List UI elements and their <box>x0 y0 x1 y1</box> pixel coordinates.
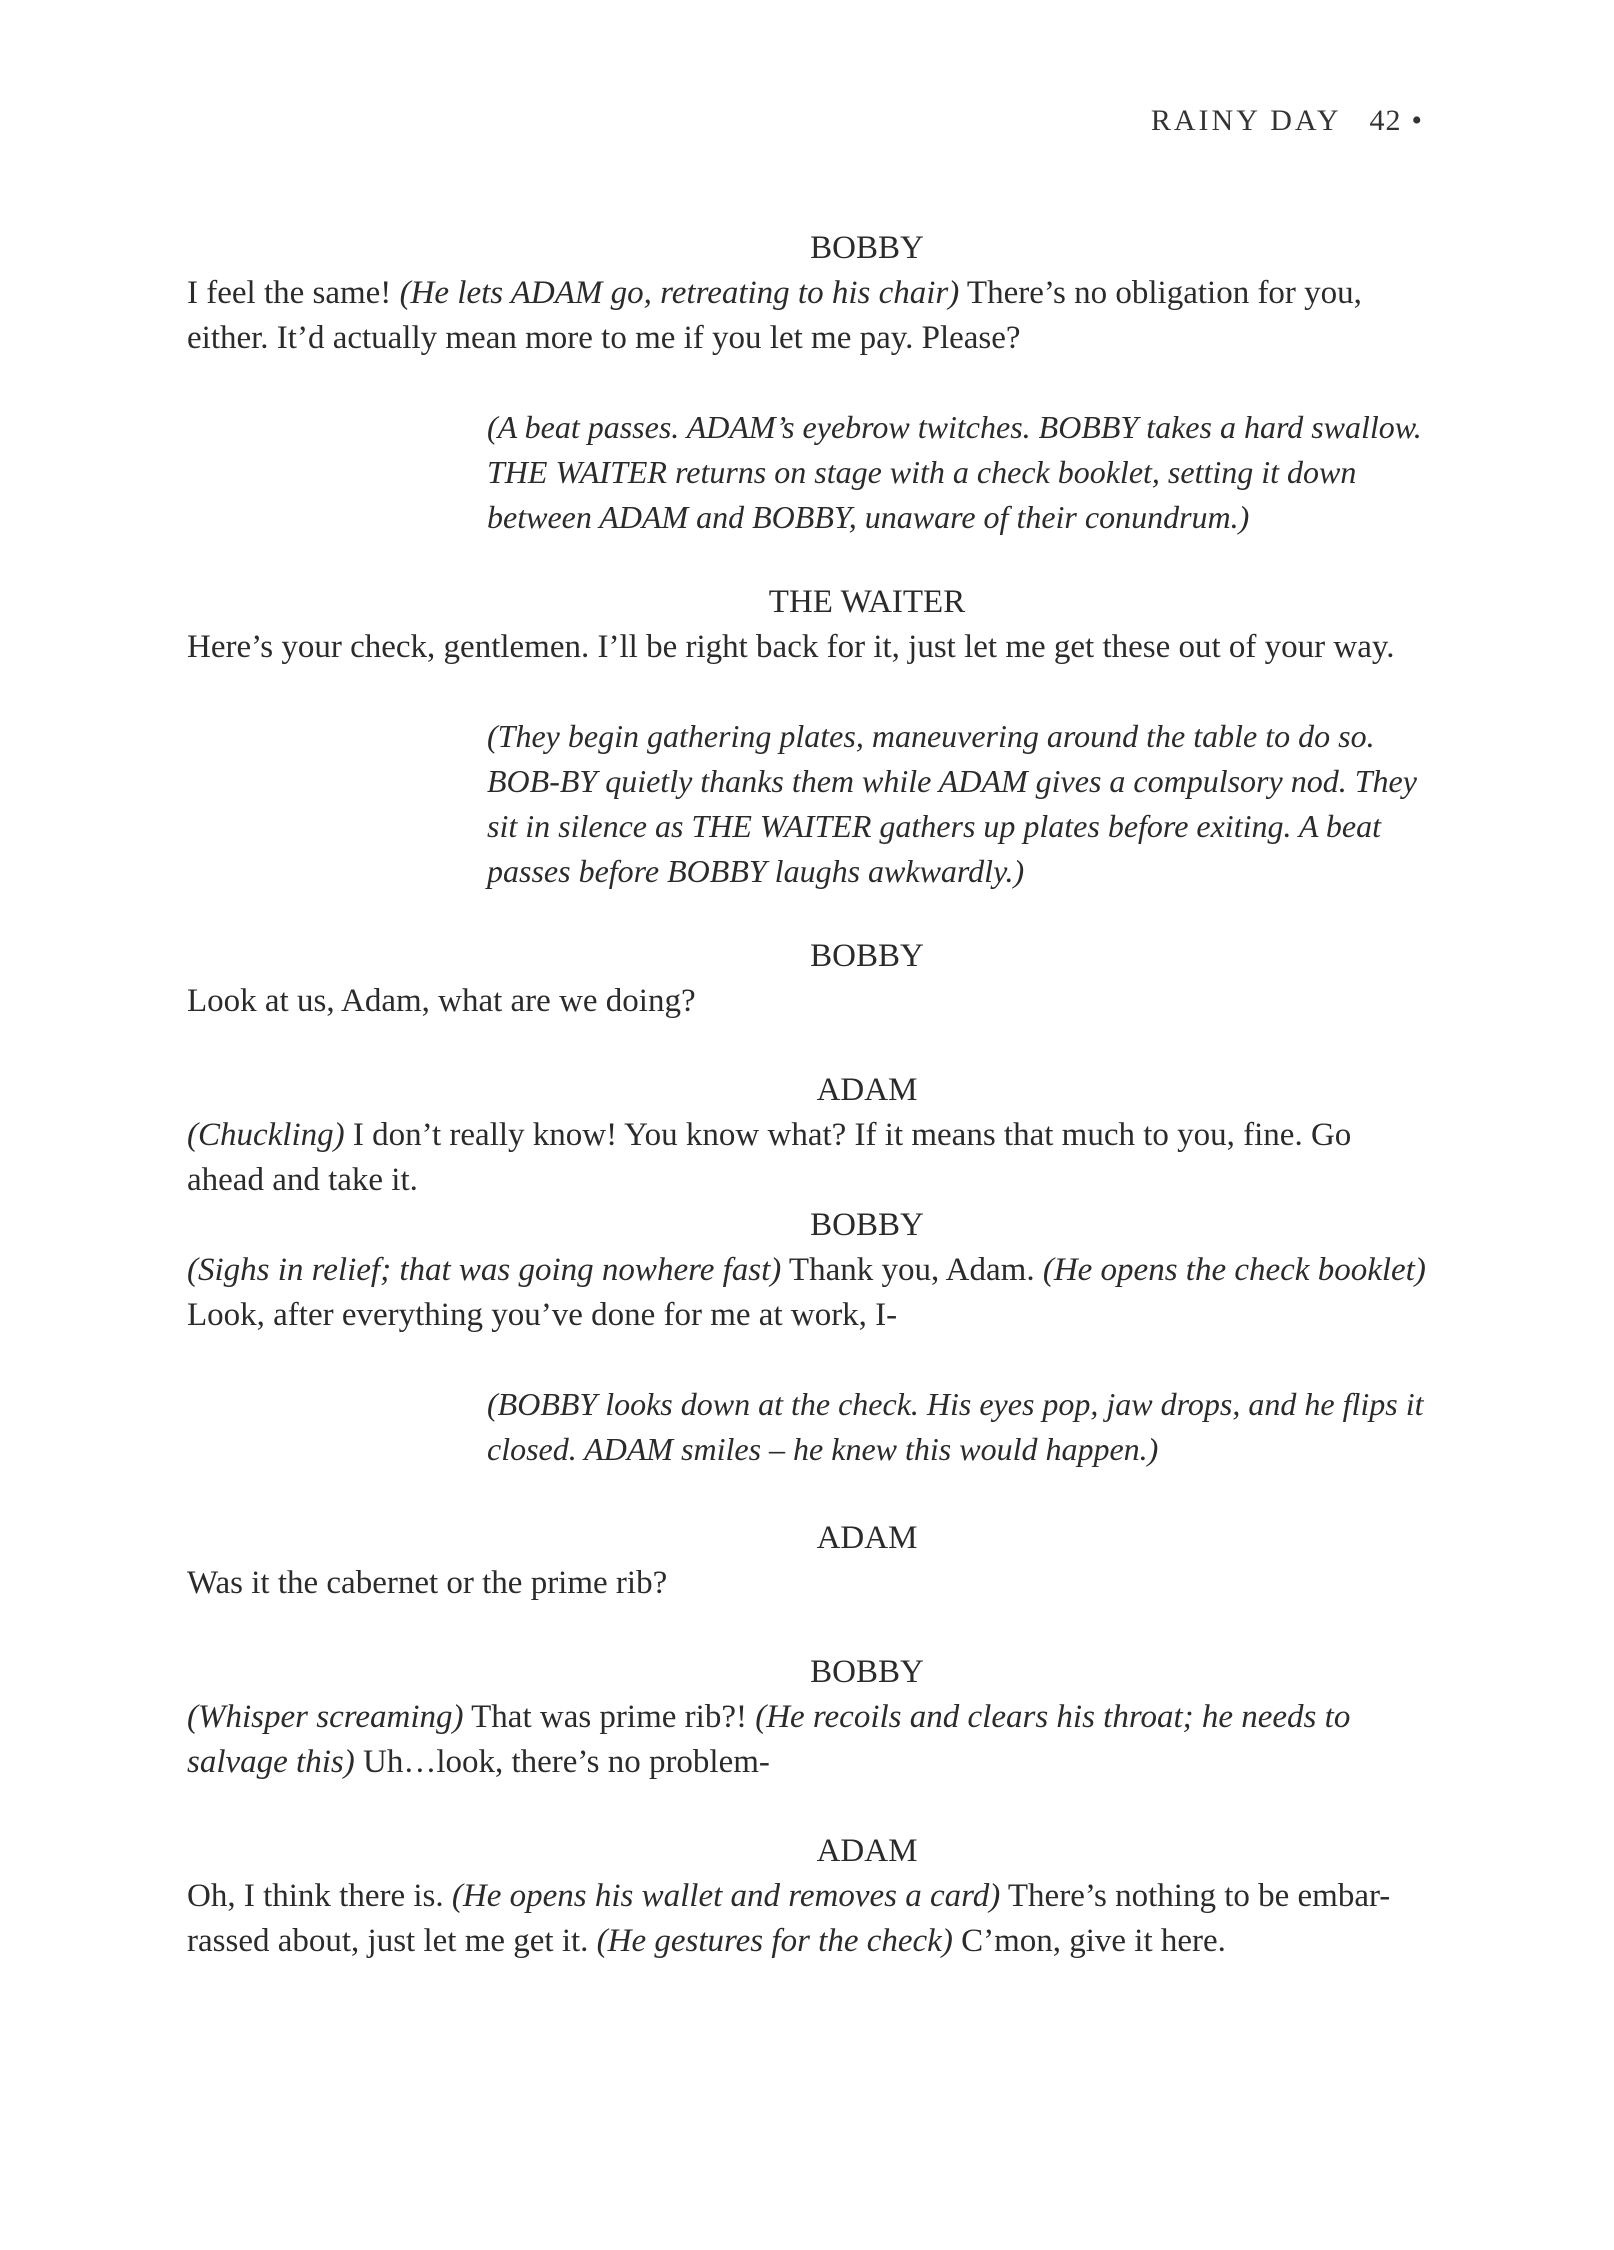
dialogue-line: Here’s your check, gentlemen. I’ll be right back for it, just let me get these out of your way. <box>187 629 1395 665</box>
speaker-name: BOBBY <box>810 1654 924 1690</box>
speaker-name: BOBBY <box>810 230 924 266</box>
speaker-name: ADAM <box>816 1833 918 1869</box>
page-number: 42 <box>1369 104 1402 137</box>
dialogue-line: (Sighs in relief; that was going nowhere fast) Thank you, Adam. (He opens the check booklet) Look, after everything you’ve done for me at work, I- <box>187 1252 1426 1333</box>
stage-direction: (BOBBY looks down at the check. His eyes pop, jaw drops, and he flips it closed. ADAM smiles – he knew this would happen.) <box>487 1386 1424 1467</box>
dialogue-line: Oh, I think there is. (He opens his wallet and removes a card) There’s nothing to be embar-rassed about, just let me get it. (He gestures for the check) C’mon, give it here. <box>187 1878 1391 1959</box>
dialogue-line: Look at us, Adam, what are we doing? <box>187 983 696 1019</box>
script-body <box>187 226 1427 1964</box>
header-bullet: • <box>1411 104 1425 137</box>
dialogue-line: I feel the same! (He lets ADAM go, retreating to his chair) There’s no obligation for you, either. It’d actually mean more to me if you let me pay. Please? <box>187 275 1362 356</box>
speaker-name: BOBBY <box>810 1207 924 1243</box>
dialogue-line: (Whisper screaming) That was prime rib?! (He recoils and clears his throat; he needs to salvage this) Uh…look, there’s no problem- <box>187 1699 1351 1780</box>
header-title: RAINY DAY <box>1150 104 1342 137</box>
speaker-name: ADAM <box>816 1520 918 1556</box>
stage-direction: (A beat passes. ADAM’s eyebrow twitches. BOBBY takes a hard swallow. THE WAITER returns on stage with a check booklet, setting it down between ADAM and BOBBY, unaware of their conundrum.) <box>487 409 1422 535</box>
dialogue-line: Was it the cabernet or the prime rib? <box>187 1565 668 1601</box>
speaker-name: THE WAITER <box>768 584 966 620</box>
stage-direction: (They begin gathering plates, maneuvering around the table to do so. BOB-BY quietly thanks them while ADAM gives a compulsory nod. They sit in silence as THE WAITER gathers up plates before exiting. A beat passes before BOBBY laughs awkwardly.) <box>487 718 1417 889</box>
dialogue-line: (Chuckling) I don’t really know! You know what? If it means that much to you, fine. Go ahead and take it. <box>187 1117 1352 1198</box>
running-header <box>1151 104 1425 138</box>
speaker-name: ADAM <box>816 1072 918 1108</box>
speaker-name: BOBBY <box>810 938 924 974</box>
